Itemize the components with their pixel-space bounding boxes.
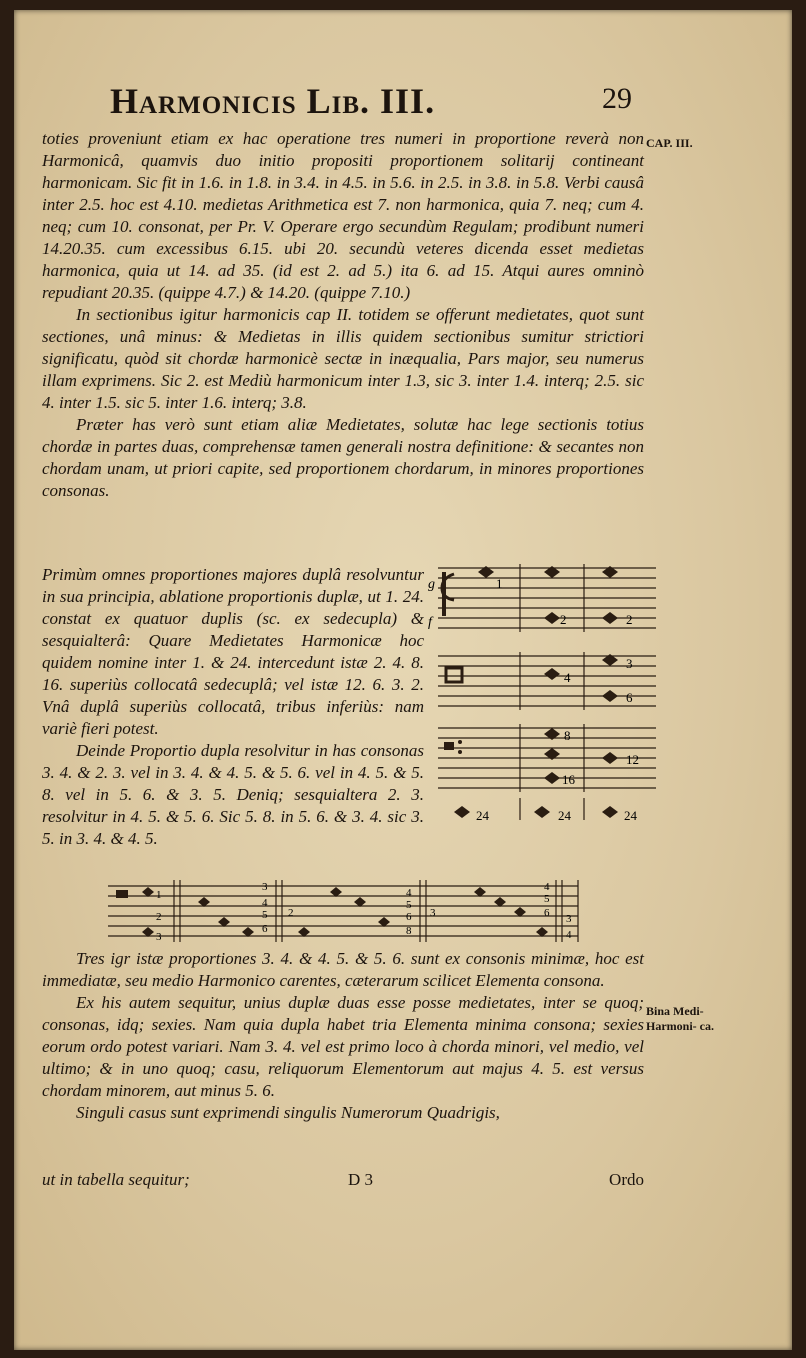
- bottom-number-3: 24: [624, 808, 637, 823]
- strip-number: 3: [262, 881, 268, 893]
- running-title: Harmonicis Lib. III.: [110, 81, 436, 121]
- strip-number: 4: [262, 897, 268, 909]
- paragraph-6: Tres igr istæ proportiones 3. 4. & 4. 5. & 5. 6. sunt ex consonis minimæ, hoc est immediatæ, seu medio Harmonico carentes, cæterarum scilicet Elementa consona.: [42, 949, 644, 990]
- lower-number-6: 6: [626, 690, 633, 705]
- strip-number: 5: [544, 893, 550, 905]
- signature-mark: D 3: [348, 1170, 374, 1189]
- bottom-number-1: 24: [476, 808, 489, 823]
- strip-number: 3: [430, 907, 436, 919]
- strip-number: 5: [262, 909, 268, 921]
- music-staff-figure: [424, 558, 656, 828]
- page-number: 29: [602, 82, 632, 115]
- strip-number: 4: [544, 881, 550, 893]
- catchword: Ordo: [609, 1170, 644, 1189]
- strip-number: 3: [156, 931, 162, 943]
- lower-number-3: 3: [626, 656, 633, 671]
- strip-number: 2: [288, 907, 294, 919]
- paragraph-1: toties proveniunt etiam ex hac operatione tres numeri in proportione reverà non Harmonicâ, quamvis duo initio propositi proportionem solitarij contineant harmonicam. Sic fit in 1.6. in 1.8. in 3.4. in 4.5. in 5.6. in 2.5. in 3.8. in 5.8. Verbi causâ inter 2.5. hoc est 4.10. medietas Arithmetica est 7. non harmonica, quia 7. neq; cum 4. neq; cum 10. consonat, per Pr. V. Operare ergo secundùm Regulam; prodibunt numeri 14.20.35. cum excessibus 6.15. ubi 20. secundù veteres dicenda esset medietas harmonica, quia ut 14. ad 35. (id est 2. ad 5.) ita 6. ad 15. Atqui aures omninò repudiant 20.35. (quippe 4.7.) & 14.20. (quippe 7.10.): [42, 129, 644, 302]
- footer-text: ut in tabella sequitur;: [42, 1170, 190, 1189]
- strip-number: 3: [566, 913, 572, 925]
- upper-number-2: 2: [560, 612, 567, 627]
- strip-number: 8: [406, 925, 412, 937]
- strip-number: 2: [156, 911, 162, 923]
- strip-number: 4: [406, 887, 412, 899]
- strip-number: 6: [406, 911, 412, 923]
- upper-number-8: 8: [564, 728, 571, 743]
- bottom-number-2: 24: [558, 808, 571, 823]
- paragraph-5: Deinde Proportio dupla resolvitur in has consonas 3. 4. & 2. 3. vel in 3. 4. & 4. 5. & 5. 6. vel in 4. 5. & 5. 8. vel in 5. 6. & 3. 5. Deniq; sesquialtera 2. 3. resolvitur in 4. 5. & 5. 6. Sic 5. 8. in 5. 6. & 3. 4. sic 3. 5. in 3. 4. & 4. 5.: [42, 741, 424, 848]
- clef-label-g: g: [428, 577, 435, 592]
- strip-number: 6: [262, 923, 268, 935]
- strip-number: 4: [566, 929, 572, 941]
- upper-number-1: 1: [496, 576, 503, 591]
- lower-number-2: 2: [626, 612, 633, 627]
- strip-number: 6: [544, 907, 550, 919]
- margin-note: Bina Medi- Harmoni- ca.: [646, 1004, 714, 1033]
- book-page: [14, 10, 792, 1350]
- page-header: [14, 74, 792, 134]
- paragraph-2: In sectionibus igitur harmonicis cap II. totidem se offerunt medietates, quot sunt sectiones, unâ minus: & Medietas in illis quidem sectionibus sumitur strictiori significatu, quòd sit chordæ harmonicè sectæ in inæqualia, Pars major, seu numerus illam exprimens. Sic 2. est Mediù harmonicum inter 1.3, sic 3. inter 1.4. interq; 2.5. sic 4. inter 1.5. sic 5. inter 1.6. interq; 3.8.: [42, 305, 644, 412]
- text-block-top: [42, 128, 644, 502]
- strip-number: 1: [156, 889, 162, 901]
- text-block-left-column: [42, 564, 424, 850]
- paragraph-7: Ex his autem sequitur, unius duplæ duas esse posse medietates, inter se quoq; consonas, idq; sexies. Nam quia dupla habet tria Elementa minima consona; sexies eorum ordo potest variari. Nam 3. 4. vel est primo loco à chorda minori, vel medio, vel ultimo; & in uno quoq; casu, reliquorum Elementorum aut majus 4. 5. est versus chordam minorem, aut minus 5. 6.: [42, 993, 644, 1100]
- upper-number-4: 4: [564, 670, 571, 685]
- clef-label-f: f: [428, 615, 432, 630]
- upper-number-16: 16: [562, 772, 575, 787]
- margin-chapter-label: CAP. III.: [646, 136, 693, 150]
- music-strip-figure: [108, 876, 598, 946]
- strip-number: 5: [406, 899, 412, 911]
- paragraph-4: Primùm omnes proportiones majores duplâ resolvuntur in sua principia, ablatione proportionis duplæ, ut 1. 24. constat ex quatuor duplis (sc. ex sedecupla) & sesquialterâ: Quare Medietates Harmonicæ hoc quidem nomine inter 1. & 24. intercedunt istæ 2. 4. 8. 16. superiùs collocatâ sedecuplâ; vel istæ 12. 6. 3. 2. Vnâ duplâ superiùs collocatâ, tribus inferiùs: nam variè fieri potest.: [42, 565, 424, 738]
- page-footer: [42, 1170, 644, 1194]
- lower-number-12: 12: [626, 752, 639, 767]
- text-block-bottom: [42, 948, 644, 1124]
- paragraph-3: Præter has verò sunt etiam aliæ Medietates, solutæ hac lege sectionis totius chordæ in partes duas, comprehensæ tamen generali nostra definitione: & secantes non chordam unam, ut priori capite, sed proportionem chordarum, in minores proportiones consonas.: [42, 415, 644, 500]
- paragraph-8: Singuli casus sunt exprimendi singulis Numerorum Quadrigis,: [76, 1103, 500, 1122]
